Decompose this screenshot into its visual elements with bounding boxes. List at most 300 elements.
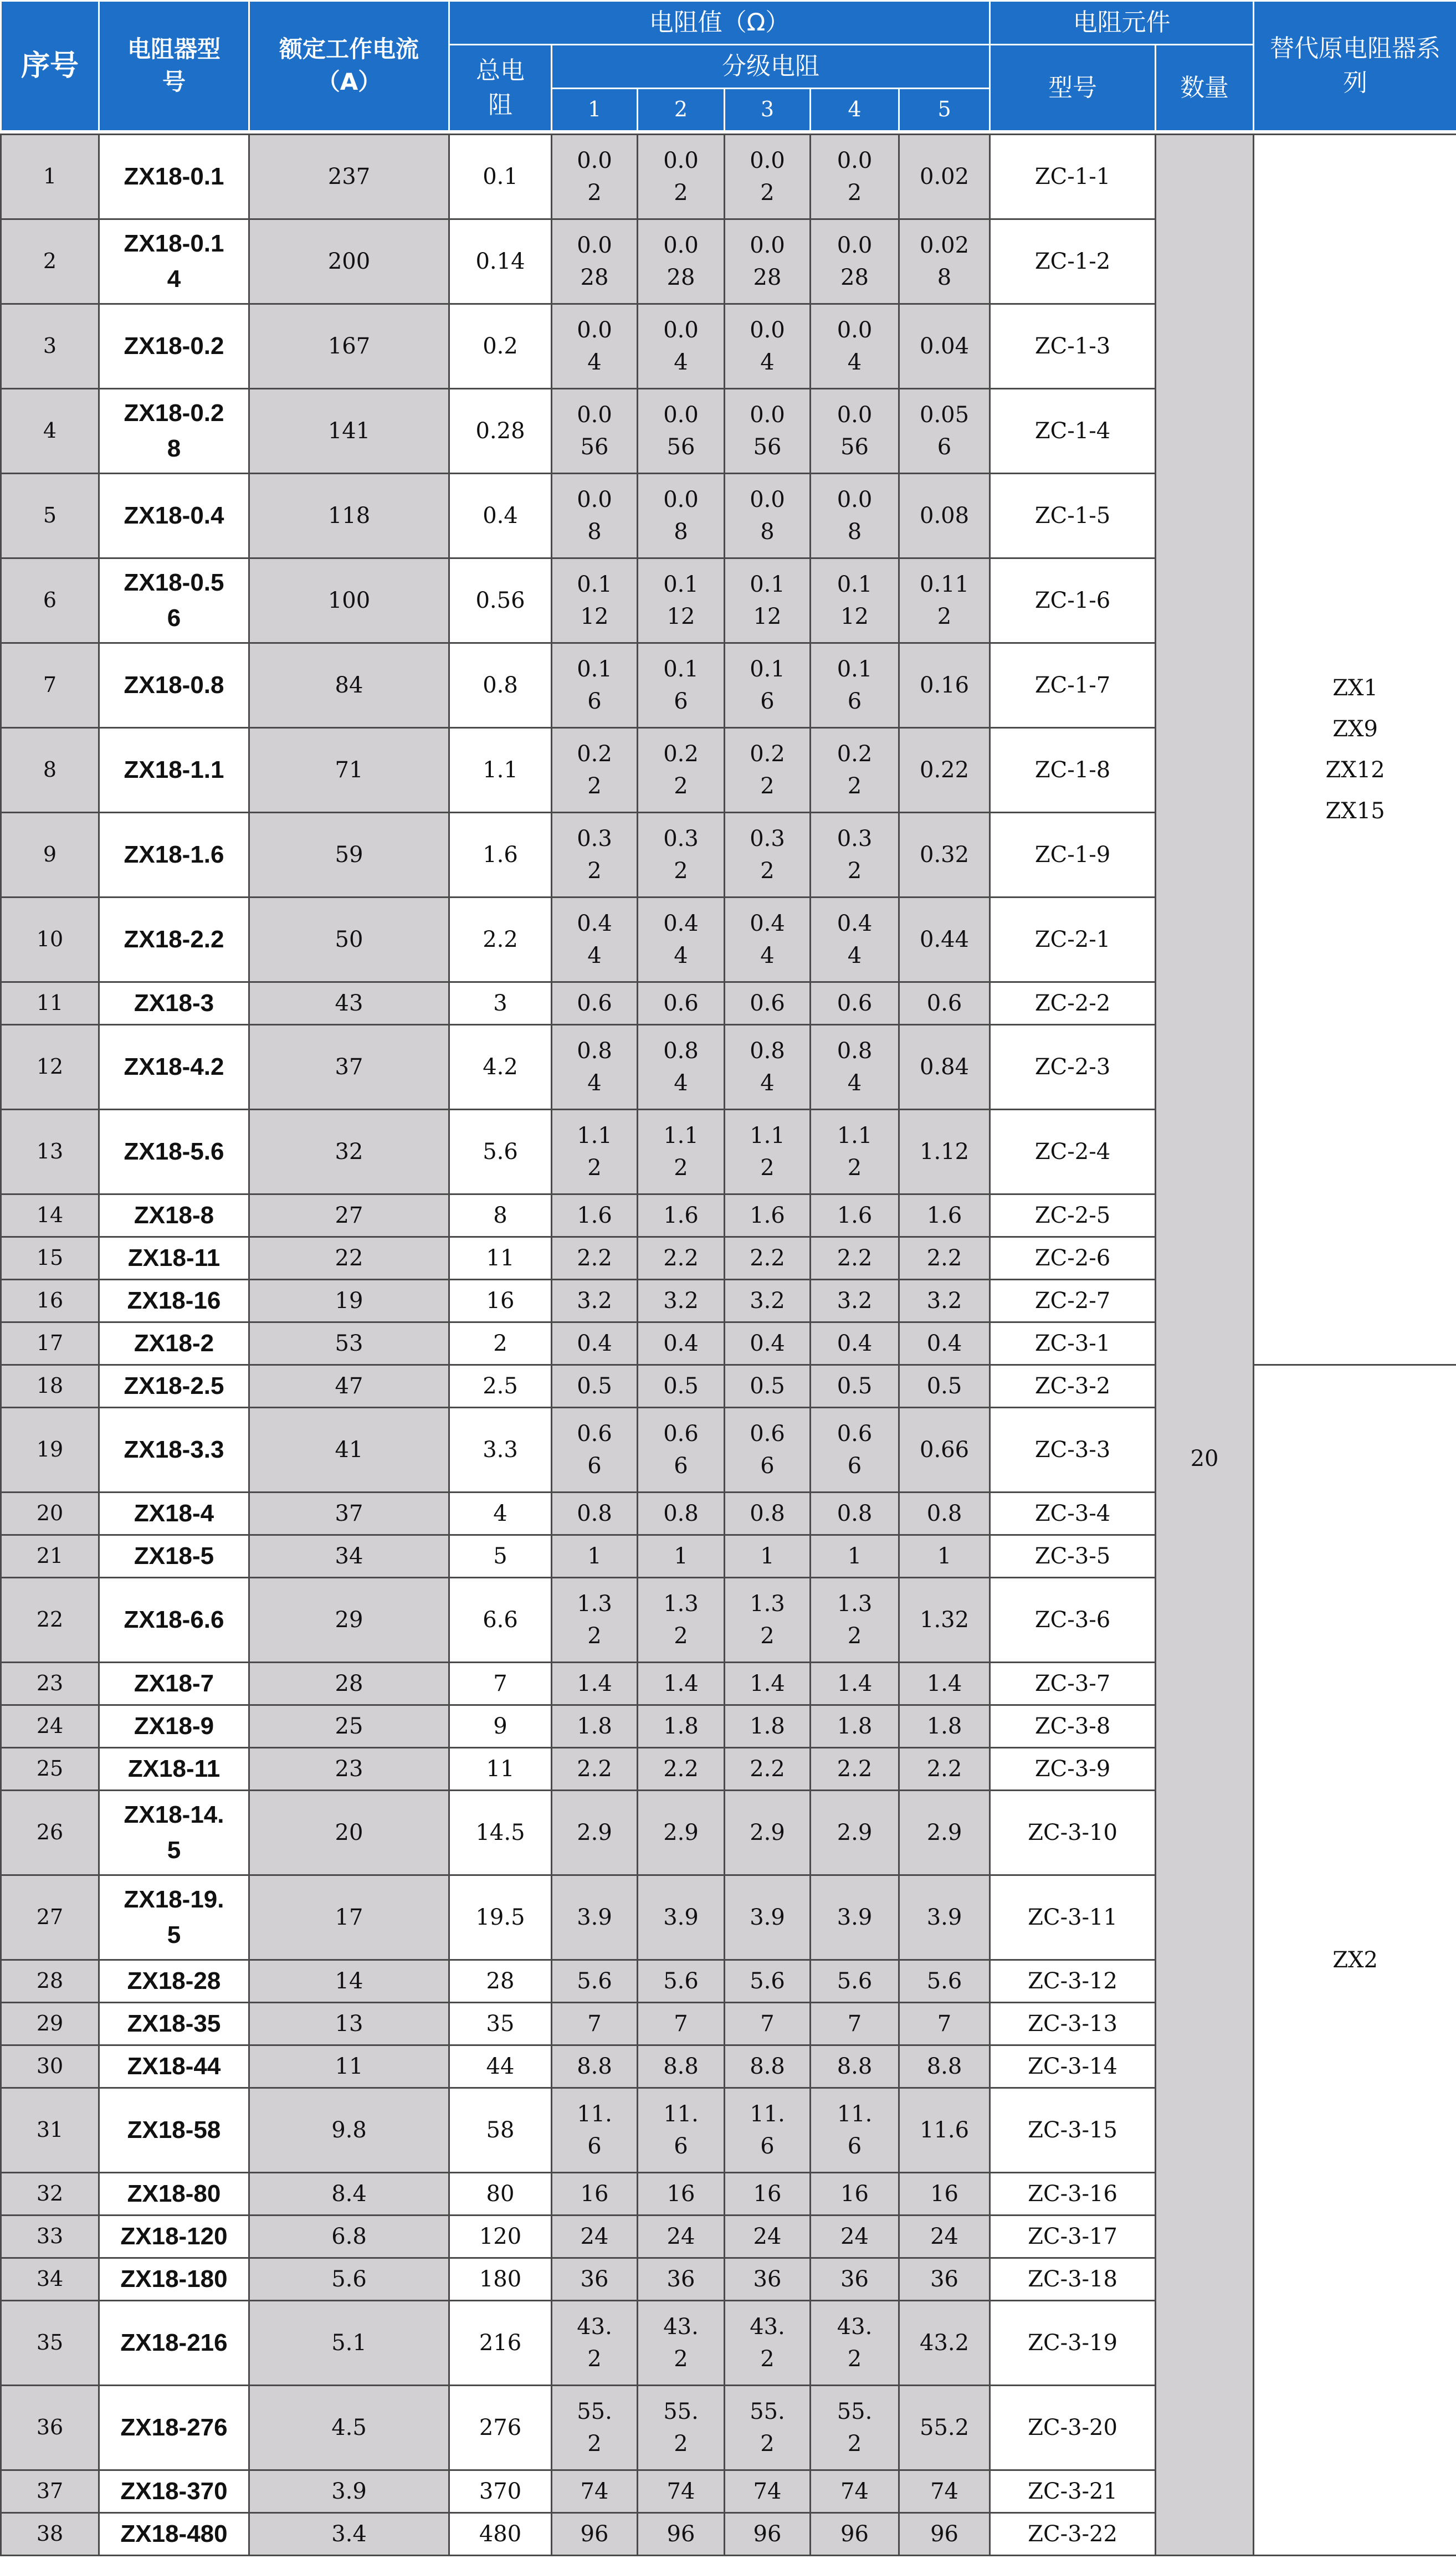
cell-stage-5: 0.44	[899, 898, 990, 982]
cell-stage-1: 0.2 2	[552, 728, 638, 813]
cell-seq: 19	[1, 1408, 99, 1493]
cell-stage-1: 0.0 56	[552, 389, 638, 474]
cell-stage-3: 1.4	[725, 1663, 811, 1705]
cell-current: 41	[249, 1408, 449, 1493]
cell-stage-1: 0.0 2	[552, 135, 638, 219]
cell-stage-5: 0.84	[899, 1025, 990, 1110]
cell-stage-4: 2.2	[811, 1748, 899, 1791]
cell-model: ZX18-480	[99, 2513, 249, 2556]
cell-total: 3	[449, 982, 552, 1025]
cell-model: ZX18-2.5	[99, 1365, 249, 1408]
cell-element-model: ZC-3-19	[990, 2301, 1156, 2386]
cell-current: 22	[249, 1237, 449, 1280]
cell-stage-3: 11. 6	[725, 2088, 811, 2173]
cell-stage-5: 0.4	[899, 1322, 990, 1365]
cell-model: ZX18-3	[99, 982, 249, 1025]
cell-element-model: ZC-2-6	[990, 1237, 1156, 1280]
cell-element-model: ZC-3-21	[990, 2470, 1156, 2513]
cell-seq: 20	[1, 1493, 99, 1535]
cell-total: 0.1	[449, 135, 552, 219]
cell-stage-4: 0.0 4	[811, 304, 899, 389]
cell-seq: 4	[1, 389, 99, 474]
cell-stage-2: 0.0 4	[638, 304, 725, 389]
cell-stage-1: 5.6	[552, 1960, 638, 2003]
cell-model: ZX18-8	[99, 1194, 249, 1237]
cell-model: ZX18-6.6	[99, 1578, 249, 1663]
cell-seq: 10	[1, 898, 99, 982]
cell-stage-5: 0.22	[899, 728, 990, 813]
cell-seq: 12	[1, 1025, 99, 1110]
cell-seq: 35	[1, 2301, 99, 2386]
cell-element-model: ZC-3-17	[990, 2216, 1156, 2258]
cell-stage-2: 3.2	[638, 1280, 725, 1322]
cell-total: 0.14	[449, 219, 552, 304]
cell-stage-4: 96	[811, 2513, 899, 2556]
cell-stage-2: 0.0 2	[638, 135, 725, 219]
cell-element-model: ZC-2-1	[990, 898, 1156, 982]
cell-stage-3: 16	[725, 2173, 811, 2216]
cell-stage-4: 2.2	[811, 1237, 899, 1280]
cell-stage-1: 3.2	[552, 1280, 638, 1322]
cell-stage-3: 0.1 6	[725, 643, 811, 728]
cell-stage-1: 1.6	[552, 1194, 638, 1237]
cell-seq: 31	[1, 2088, 99, 2173]
cell-element-model: ZC-3-18	[990, 2258, 1156, 2301]
cell-stage-4: 0.0 28	[811, 219, 899, 304]
cell-stage-2: 7	[638, 2003, 725, 2045]
cell-stage-3: 0.2 2	[725, 728, 811, 813]
cell-total: 11	[449, 1237, 552, 1280]
cell-stage-2: 3.9	[638, 1875, 725, 1960]
cell-stage-3: 3.9	[725, 1875, 811, 1960]
cell-seq: 32	[1, 2173, 99, 2216]
cell-current: 27	[249, 1194, 449, 1237]
cell-seq: 24	[1, 1705, 99, 1748]
cell-element-model: ZC-3-2	[990, 1365, 1156, 1408]
cell-stage-3: 0.8	[725, 1493, 811, 1535]
header-stage-5: 5	[899, 89, 990, 131]
cell-stage-1: 96	[552, 2513, 638, 2556]
cell-seq: 17	[1, 1322, 99, 1365]
cell-stage-1: 0.8 4	[552, 1025, 638, 1110]
cell-element-model: ZC-1-2	[990, 219, 1156, 304]
cell-stage-1: 36	[552, 2258, 638, 2301]
cell-total: 44	[449, 2045, 552, 2088]
cell-stage-4: 7	[811, 2003, 899, 2045]
cell-stage-5: 2.2	[899, 1237, 990, 1280]
header-model: 电阻器型 号	[99, 1, 249, 131]
cell-stage-5: 1	[899, 1535, 990, 1578]
cell-stage-2: 36	[638, 2258, 725, 2301]
cell-stage-3: 0.0 56	[725, 389, 811, 474]
cell-seq: 26	[1, 1791, 99, 1875]
cell-stage-5: 8.8	[899, 2045, 990, 2088]
cell-stage-3: 8.8	[725, 2045, 811, 2088]
cell-model: ZX18-2.2	[99, 898, 249, 982]
cell-stage-5: 0.32	[899, 813, 990, 898]
cell-total: 16	[449, 1280, 552, 1322]
cell-total: 8	[449, 1194, 552, 1237]
header-stage-2: 2	[638, 89, 725, 131]
cell-stage-3: 24	[725, 2216, 811, 2258]
cell-current: 3.4	[249, 2513, 449, 2556]
cell-stage-1: 0.0 28	[552, 219, 638, 304]
cell-element-model: ZC-3-16	[990, 2173, 1156, 2216]
cell-total: 28	[449, 1960, 552, 2003]
cell-seq: 27	[1, 1875, 99, 1960]
cell-stage-5: 1.32	[899, 1578, 990, 1663]
cell-total: 11	[449, 1748, 552, 1791]
cell-stage-1: 43. 2	[552, 2301, 638, 2386]
header-stage-4: 4	[811, 89, 899, 131]
cell-model: ZX18-0.2 8	[99, 389, 249, 474]
cell-stage-3: 0.0 8	[725, 474, 811, 558]
cell-model: ZX18-28	[99, 1960, 249, 2003]
cell-current: 4.5	[249, 2386, 449, 2470]
cell-seq: 21	[1, 1535, 99, 1578]
header-stage-group: 分级电阻	[552, 45, 990, 89]
cell-stage-5: 2.9	[899, 1791, 990, 1875]
cell-total: 5.6	[449, 1110, 552, 1194]
cell-total: 6.6	[449, 1578, 552, 1663]
cell-element-model: ZC-1-5	[990, 474, 1156, 558]
cell-model: ZX18-2	[99, 1322, 249, 1365]
cell-element-model: ZC-1-7	[990, 643, 1156, 728]
cell-current: 17	[249, 1875, 449, 1960]
cell-current: 11	[249, 2045, 449, 2088]
cell-stage-2: 24	[638, 2216, 725, 2258]
header-seq: 序号	[1, 1, 99, 131]
cell-stage-1: 8.8	[552, 2045, 638, 2088]
cell-stage-1: 0.0 8	[552, 474, 638, 558]
header-stage-1: 1	[552, 89, 638, 131]
cell-stage-3: 1.8	[725, 1705, 811, 1748]
cell-stage-5: 0.5	[899, 1365, 990, 1408]
cell-stage-2: 0.6 6	[638, 1408, 725, 1493]
cell-element-model: ZC-3-3	[990, 1408, 1156, 1493]
cell-total: 4	[449, 1493, 552, 1535]
cell-stage-1: 24	[552, 2216, 638, 2258]
cell-element-model: ZC-1-1	[990, 135, 1156, 219]
cell-stage-4: 1.8	[811, 1705, 899, 1748]
cell-model: ZX18-1.1	[99, 728, 249, 813]
cell-current: 23	[249, 1748, 449, 1791]
cell-stage-4: 16	[811, 2173, 899, 2216]
cell-stage-3: 0.3 2	[725, 813, 811, 898]
cell-stage-4: 36	[811, 2258, 899, 2301]
cell-seq: 28	[1, 1960, 99, 2003]
cell-total: 9	[449, 1705, 552, 1748]
cell-model: ZX18-0.1 4	[99, 219, 249, 304]
cell-stage-2: 8.8	[638, 2045, 725, 2088]
cell-model: ZX18-4.2	[99, 1025, 249, 1110]
cell-stage-3: 1.6	[725, 1194, 811, 1237]
cell-stage-4: 3.9	[811, 1875, 899, 1960]
cell-stage-4: 0.0 8	[811, 474, 899, 558]
cell-model: ZX18-0.8	[99, 643, 249, 728]
cell-seq: 13	[1, 1110, 99, 1194]
cell-stage-3: 0.0 4	[725, 304, 811, 389]
cell-stage-1: 74	[552, 2470, 638, 2513]
cell-model: ZX18-7	[99, 1663, 249, 1705]
cell-stage-5: 0.08	[899, 474, 990, 558]
cell-element-model: ZC-1-8	[990, 728, 1156, 813]
cell-stage-5: 55.2	[899, 2386, 990, 2470]
cell-stage-2: 0.0 8	[638, 474, 725, 558]
cell-stage-5: 74	[899, 2470, 990, 2513]
cell-seq: 29	[1, 2003, 99, 2045]
cell-stage-2: 0.5	[638, 1365, 725, 1408]
cell-stage-2: 0.8	[638, 1493, 725, 1535]
cell-stage-1: 2.2	[552, 1748, 638, 1791]
cell-stage-2: 0.0 28	[638, 219, 725, 304]
cell-total: 4.2	[449, 1025, 552, 1110]
cell-stage-4: 0.0 56	[811, 389, 899, 474]
header-current: 额定工作电流 （A）	[249, 1, 449, 131]
cell-stage-1: 0.8	[552, 1493, 638, 1535]
header-total: 总电 阻	[449, 45, 552, 131]
cell-stage-5: 0.04	[899, 304, 990, 389]
cell-current: 118	[249, 474, 449, 558]
cell-model: ZX18-5	[99, 1535, 249, 1578]
cell-seq: 33	[1, 2216, 99, 2258]
cell-stage-4: 0.8 4	[811, 1025, 899, 1110]
cell-element-model: ZC-3-20	[990, 2386, 1156, 2470]
cell-stage-2: 74	[638, 2470, 725, 2513]
cell-model: ZX18-11	[99, 1748, 249, 1791]
cell-total: 35	[449, 2003, 552, 2045]
cell-stage-2: 0.3 2	[638, 813, 725, 898]
cell-total: 0.4	[449, 474, 552, 558]
cell-stage-2: 0.6	[638, 982, 725, 1025]
cell-stage-5: 1.8	[899, 1705, 990, 1748]
table-row	[1, 135, 1456, 219]
cell-stage-5: 43.2	[899, 2301, 990, 2386]
cell-total: 2.2	[449, 898, 552, 982]
cell-model: ZX18-276	[99, 2386, 249, 2470]
cell-current: 6.8	[249, 2216, 449, 2258]
cell-current: 237	[249, 135, 449, 219]
cell-total: 480	[449, 2513, 552, 2556]
cell-model: ZX18-0.2	[99, 304, 249, 389]
cell-current: 32	[249, 1110, 449, 1194]
cell-seq: 22	[1, 1578, 99, 1663]
cell-stage-1: 0.1 6	[552, 643, 638, 728]
cell-stage-1: 1.8	[552, 1705, 638, 1748]
cell-seq: 16	[1, 1280, 99, 1322]
cell-current: 13	[249, 2003, 449, 2045]
cell-element-model: ZC-3-14	[990, 2045, 1156, 2088]
cell-stage-2: 2.2	[638, 1237, 725, 1280]
cell-seq: 25	[1, 1748, 99, 1791]
cell-stage-2: 11. 6	[638, 2088, 725, 2173]
cell-stage-4: 0.1 12	[811, 558, 899, 643]
cell-total: 0.2	[449, 304, 552, 389]
cell-stage-5: 3.2	[899, 1280, 990, 1322]
cell-current: 37	[249, 1493, 449, 1535]
cell-stage-3: 2.9	[725, 1791, 811, 1875]
cell-stage-2: 0.4	[638, 1322, 725, 1365]
cell-stage-2: 0.0 56	[638, 389, 725, 474]
cell-seq: 15	[1, 1237, 99, 1280]
cell-model: ZX18-80	[99, 2173, 249, 2216]
cell-stage-4: 0.4	[811, 1322, 899, 1365]
cell-stage-5: 3.9	[899, 1875, 990, 1960]
cell-model: ZX18-3.3	[99, 1408, 249, 1493]
cell-stage-1: 1.4	[552, 1663, 638, 1705]
cell-element-model: ZC-1-3	[990, 304, 1156, 389]
cell-element-model: ZC-1-6	[990, 558, 1156, 643]
cell-seq: 38	[1, 2513, 99, 2556]
cell-stage-1: 0.3 2	[552, 813, 638, 898]
cell-model: ZX18-44	[99, 2045, 249, 2088]
cell-current: 141	[249, 389, 449, 474]
cell-stage-3: 55. 2	[725, 2386, 811, 2470]
cell-stage-5: 0.16	[899, 643, 990, 728]
cell-stage-3: 2.2	[725, 1237, 811, 1280]
cell-stage-3: 1.1 2	[725, 1110, 811, 1194]
cell-seq: 7	[1, 643, 99, 728]
cell-stage-5: 0.8	[899, 1493, 990, 1535]
cell-stage-4: 2.9	[811, 1791, 899, 1875]
cell-stage-4: 3.2	[811, 1280, 899, 1322]
cell-stage-4: 0.5	[811, 1365, 899, 1408]
cell-stage-1: 7	[552, 2003, 638, 2045]
cell-stage-3: 36	[725, 2258, 811, 2301]
cell-stage-2: 5.6	[638, 1960, 725, 2003]
cell-stage-1: 0.4 4	[552, 898, 638, 982]
cell-stage-3: 96	[725, 2513, 811, 2556]
cell-stage-1: 1.3 2	[552, 1578, 638, 1663]
cell-stage-4: 0.4 4	[811, 898, 899, 982]
cell-current: 25	[249, 1705, 449, 1748]
cell-stage-3: 3.2	[725, 1280, 811, 1322]
cell-stage-3: 74	[725, 2470, 811, 2513]
cell-total: 2	[449, 1322, 552, 1365]
cell-element-model: ZC-3-6	[990, 1578, 1156, 1663]
cell-stage-5: 11.6	[899, 2088, 990, 2173]
cell-stage-4: 0.3 2	[811, 813, 899, 898]
cell-model: ZX18-0.1	[99, 135, 249, 219]
cell-stage-3: 2.2	[725, 1748, 811, 1791]
cell-model: ZX18-216	[99, 2301, 249, 2386]
cell-seq: 30	[1, 2045, 99, 2088]
cell-stage-2: 43. 2	[638, 2301, 725, 2386]
cell-total: 80	[449, 2173, 552, 2216]
cell-model: ZX18-19. 5	[99, 1875, 249, 1960]
cell-stage-1: 1	[552, 1535, 638, 1578]
cell-element-model: ZC-1-4	[990, 389, 1156, 474]
cell-stage-5: 24	[899, 2216, 990, 2258]
cell-stage-5: 5.6	[899, 1960, 990, 2003]
cell-element-model: ZC-1-9	[990, 813, 1156, 898]
cell-model: ZX18-14. 5	[99, 1791, 249, 1875]
cell-stage-1: 0.1 12	[552, 558, 638, 643]
table-header	[1, 1, 1456, 135]
cell-stage-1: 3.9	[552, 1875, 638, 1960]
cell-stage-5: 0.05 6	[899, 389, 990, 474]
cell-stage-2: 1.1 2	[638, 1110, 725, 1194]
cell-total: 0.56	[449, 558, 552, 643]
cell-element-model: ZC-3-1	[990, 1322, 1156, 1365]
cell-stage-2: 16	[638, 2173, 725, 2216]
cell-current: 5.6	[249, 2258, 449, 2301]
cell-total: 1.1	[449, 728, 552, 813]
cell-stage-4: 8.8	[811, 2045, 899, 2088]
cell-current: 20	[249, 1791, 449, 1875]
cell-element-qty: 20	[1156, 135, 1254, 2556]
cell-stage-4: 0.2 2	[811, 728, 899, 813]
cell-stage-3: 0.1 12	[725, 558, 811, 643]
cell-model: ZX18-370	[99, 2470, 249, 2513]
cell-stage-4: 0.0 2	[811, 135, 899, 219]
cell-model: ZX18-16	[99, 1280, 249, 1322]
cell-current: 34	[249, 1535, 449, 1578]
cell-current: 100	[249, 558, 449, 643]
cell-current: 84	[249, 643, 449, 728]
cell-stage-4: 24	[811, 2216, 899, 2258]
cell-stage-5: 7	[899, 2003, 990, 2045]
cell-stage-4: 11. 6	[811, 2088, 899, 2173]
cell-element-model: ZC-3-5	[990, 1535, 1156, 1578]
cell-stage-5: 1.4	[899, 1663, 990, 1705]
cell-total: 14.5	[449, 1791, 552, 1875]
cell-total: 120	[449, 2216, 552, 2258]
cell-model: ZX18-0.4	[99, 474, 249, 558]
cell-current: 28	[249, 1663, 449, 1705]
cell-current: 167	[249, 304, 449, 389]
cell-stage-4: 74	[811, 2470, 899, 2513]
cell-element-model: ZC-3-22	[990, 2513, 1156, 2556]
cell-stage-1: 11. 6	[552, 2088, 638, 2173]
cell-stage-4: 55. 2	[811, 2386, 899, 2470]
cell-current: 71	[249, 728, 449, 813]
cell-stage-3: 0.5	[725, 1365, 811, 1408]
cell-model: ZX18-11	[99, 1237, 249, 1280]
cell-stage-2: 0.1 12	[638, 558, 725, 643]
cell-seq: 37	[1, 2470, 99, 2513]
cell-model: ZX18-58	[99, 2088, 249, 2173]
cell-current: 19	[249, 1280, 449, 1322]
cell-stage-4: 1	[811, 1535, 899, 1578]
cell-stage-4: 5.6	[811, 1960, 899, 2003]
cell-stage-5: 0.02 8	[899, 219, 990, 304]
cell-model: ZX18-4	[99, 1493, 249, 1535]
cell-total: 180	[449, 2258, 552, 2301]
cell-seq: 9	[1, 813, 99, 898]
cell-model: ZX18-180	[99, 2258, 249, 2301]
cell-seq: 6	[1, 558, 99, 643]
cell-current: 9.8	[249, 2088, 449, 2173]
cell-stage-1: 0.6 6	[552, 1408, 638, 1493]
cell-stage-3: 0.4 4	[725, 898, 811, 982]
cell-element-model: ZC-2-3	[990, 1025, 1156, 1110]
cell-total: 5	[449, 1535, 552, 1578]
cell-element-model: ZC-2-2	[990, 982, 1156, 1025]
cell-current: 50	[249, 898, 449, 982]
cell-current: 3.9	[249, 2470, 449, 2513]
cell-stage-5: 0.02	[899, 135, 990, 219]
cell-stage-3: 0.0 2	[725, 135, 811, 219]
cell-current: 14	[249, 1960, 449, 2003]
cell-total: 370	[449, 2470, 552, 2513]
cell-element-model: ZC-3-4	[990, 1493, 1156, 1535]
cell-stage-1: 0.6	[552, 982, 638, 1025]
cell-element-model: ZC-2-4	[990, 1110, 1156, 1194]
cell-stage-5: 16	[899, 2173, 990, 2216]
cell-seq: 36	[1, 2386, 99, 2470]
cell-element-model: ZC-3-7	[990, 1663, 1156, 1705]
